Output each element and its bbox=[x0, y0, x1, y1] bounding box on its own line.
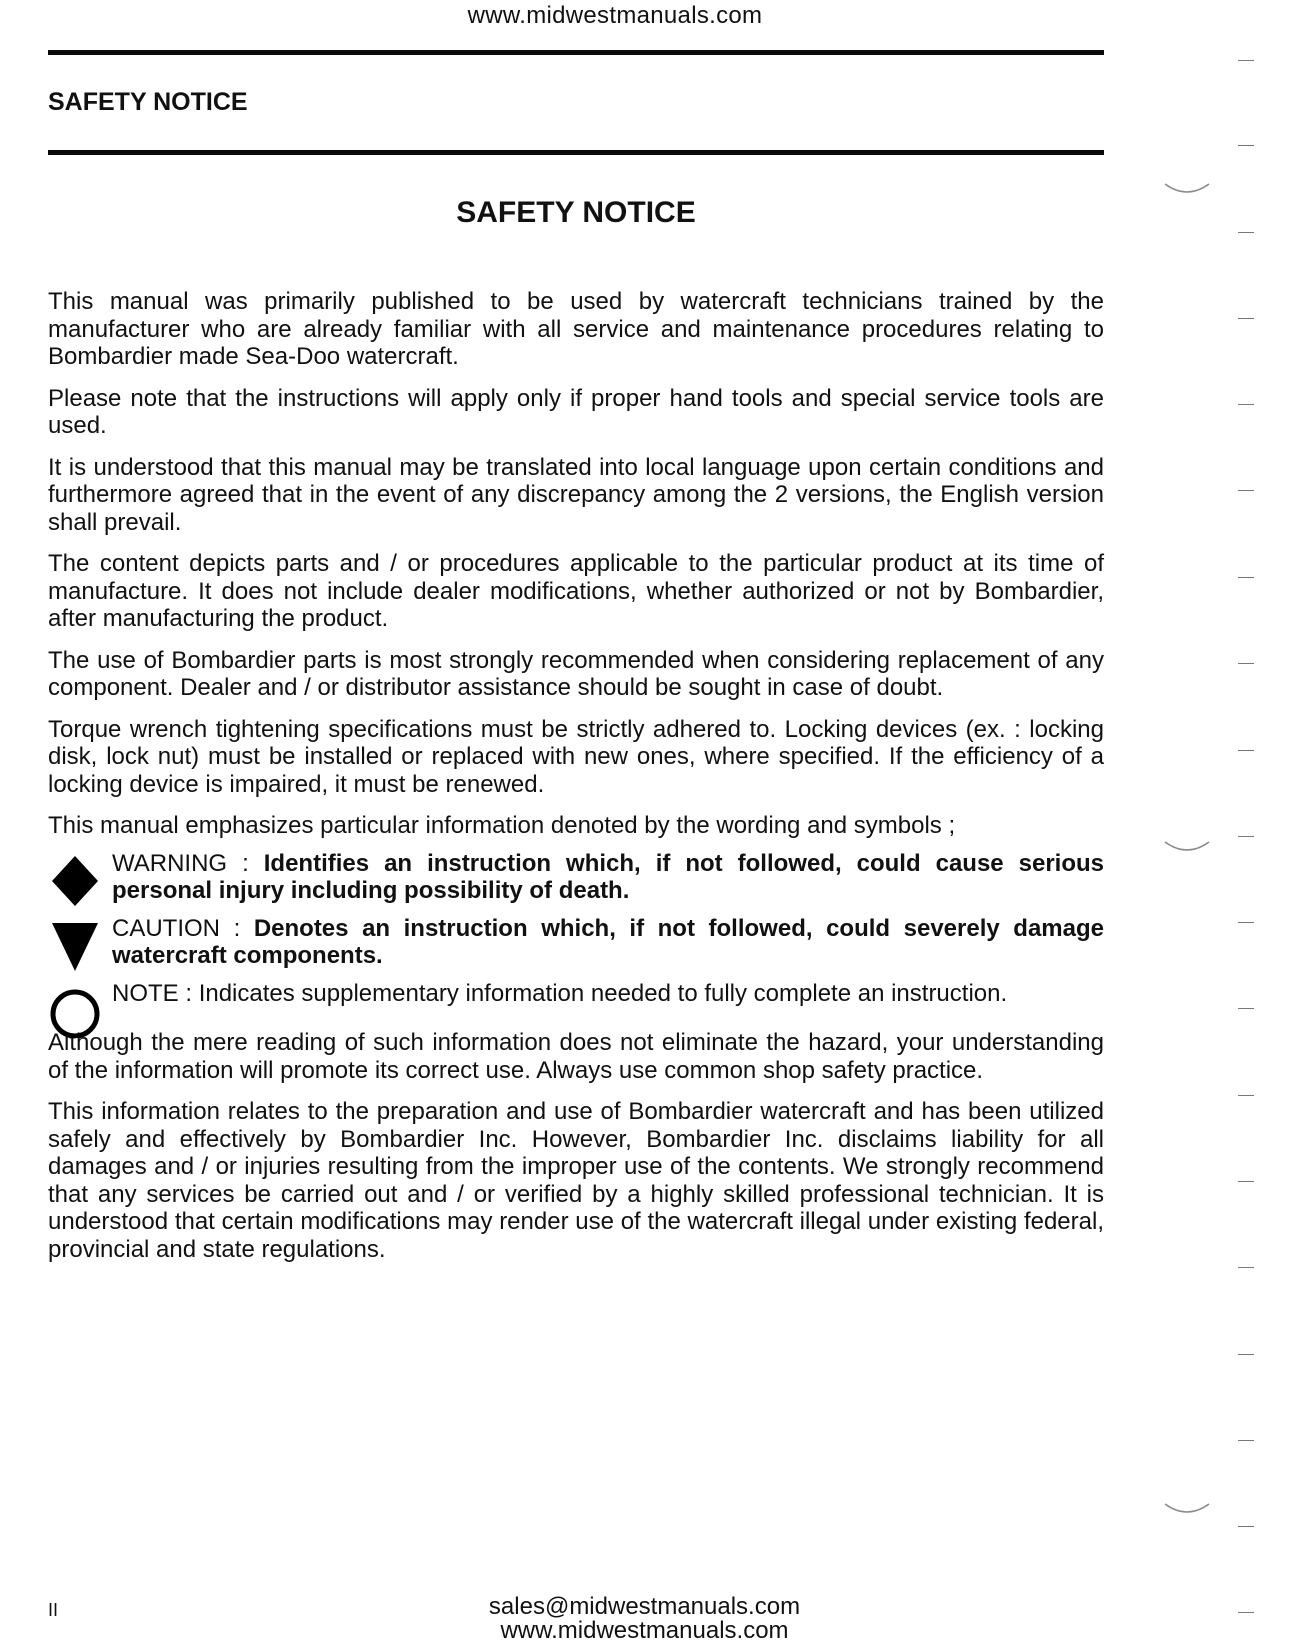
caution-text: Denotes an instruction which, if not followed, could severely damage watercraft components. bbox=[112, 914, 1104, 969]
paragraph: This information relates to the preparation and use of Bombardier watercraft and has been utilized safely and effectively by Bombardier Inc. However, Bombardier Inc. disclaims liability for all damages and / or injuries resulting from the improper use of the contents. We strongly recommend that any services be carried out and / or verified by a highly skilled professional technician. It is understood that certain modifications may render use of the watercraft illegal under existing federal, provincial and state regulations. bbox=[48, 1098, 1104, 1263]
note-label: NOTE : bbox=[112, 979, 193, 1007]
paragraph: This manual emphasizes particular information denoted by the wording and symbols ; bbox=[48, 812, 956, 839]
document-body bbox=[48, 288, 1104, 1277]
note-text: Indicates supplementary information needed to fully complete an instruction. bbox=[198, 979, 1008, 1007]
caution-notice bbox=[48, 915, 1104, 970]
paragraph: Please note that the instructions will apply only if proper hand tools and special service tools are used. bbox=[48, 384, 1104, 439]
footer-url: www.midwestmanuals.com bbox=[500, 1617, 789, 1644]
section-rule bbox=[48, 150, 1104, 155]
page-number: II bbox=[48, 1600, 59, 1620]
page-title: SAFETY NOTICE bbox=[456, 196, 696, 229]
header-url: www.midwestmanuals.com bbox=[467, 2, 763, 29]
binding-mark bbox=[1163, 1500, 1211, 1520]
triangle-icon bbox=[48, 919, 102, 973]
paragraph: The use of Bombardier parts is most strongly recommended when considering replacement of any component. Dealer and / or distributor assistance should be sought in case of doubt. bbox=[48, 646, 1104, 701]
warning-label: WARNING : bbox=[112, 849, 249, 877]
paragraph: Torque wrench tightening specifications must be strictly adhered to. Locking devices (ex. : locking disk, lock nut) must be installed or replaced with new ones, where specified. If the efficiency of a locking device is impaired, it must be renewed. bbox=[48, 715, 1104, 798]
note-notice bbox=[48, 980, 1104, 1008]
paragraph: This manual was primarily published to be used by watercraft technicians trained by the manufacturer who are already familiar with all service and maintenance procedures relating to Bombardier made Sea-Doo watercraft. bbox=[48, 288, 1104, 370]
diamond-icon bbox=[48, 854, 102, 908]
binding-mark bbox=[1163, 180, 1211, 200]
warning-notice bbox=[48, 850, 1104, 905]
paragraph: Although the mere reading of such information does not eliminate the hazard, your understanding of the information will promote its correct use. Always use common shop safety practice. bbox=[48, 1029, 1104, 1084]
binding-mark bbox=[1163, 838, 1211, 858]
paragraph: The content depicts parts and / or procedures applicable to the particular product at its time of manufacture. It does not include dealer modifications, whether authorized or not by Bombardier, after manufacturing the product. bbox=[48, 550, 1104, 632]
paragraph: It is understood that this manual may be translated into local language upon certain conditions and furthermore agreed that in the event of any discrepancy among the 2 versions, the English version shall prevail. bbox=[48, 453, 1104, 536]
top-rule bbox=[48, 50, 1104, 55]
footer-email: sales@midwestmanuals.com bbox=[488, 1593, 801, 1620]
warning-text: Identifies an instruction which, if not followed, could cause serious personal injury including possibility of death. bbox=[112, 849, 1105, 904]
caution-label: CAUTION : bbox=[112, 914, 241, 942]
section-label: SAFETY NOTICE bbox=[48, 88, 248, 116]
circle-icon bbox=[48, 984, 102, 1038]
margin-ticks bbox=[1238, 0, 1278, 1642]
